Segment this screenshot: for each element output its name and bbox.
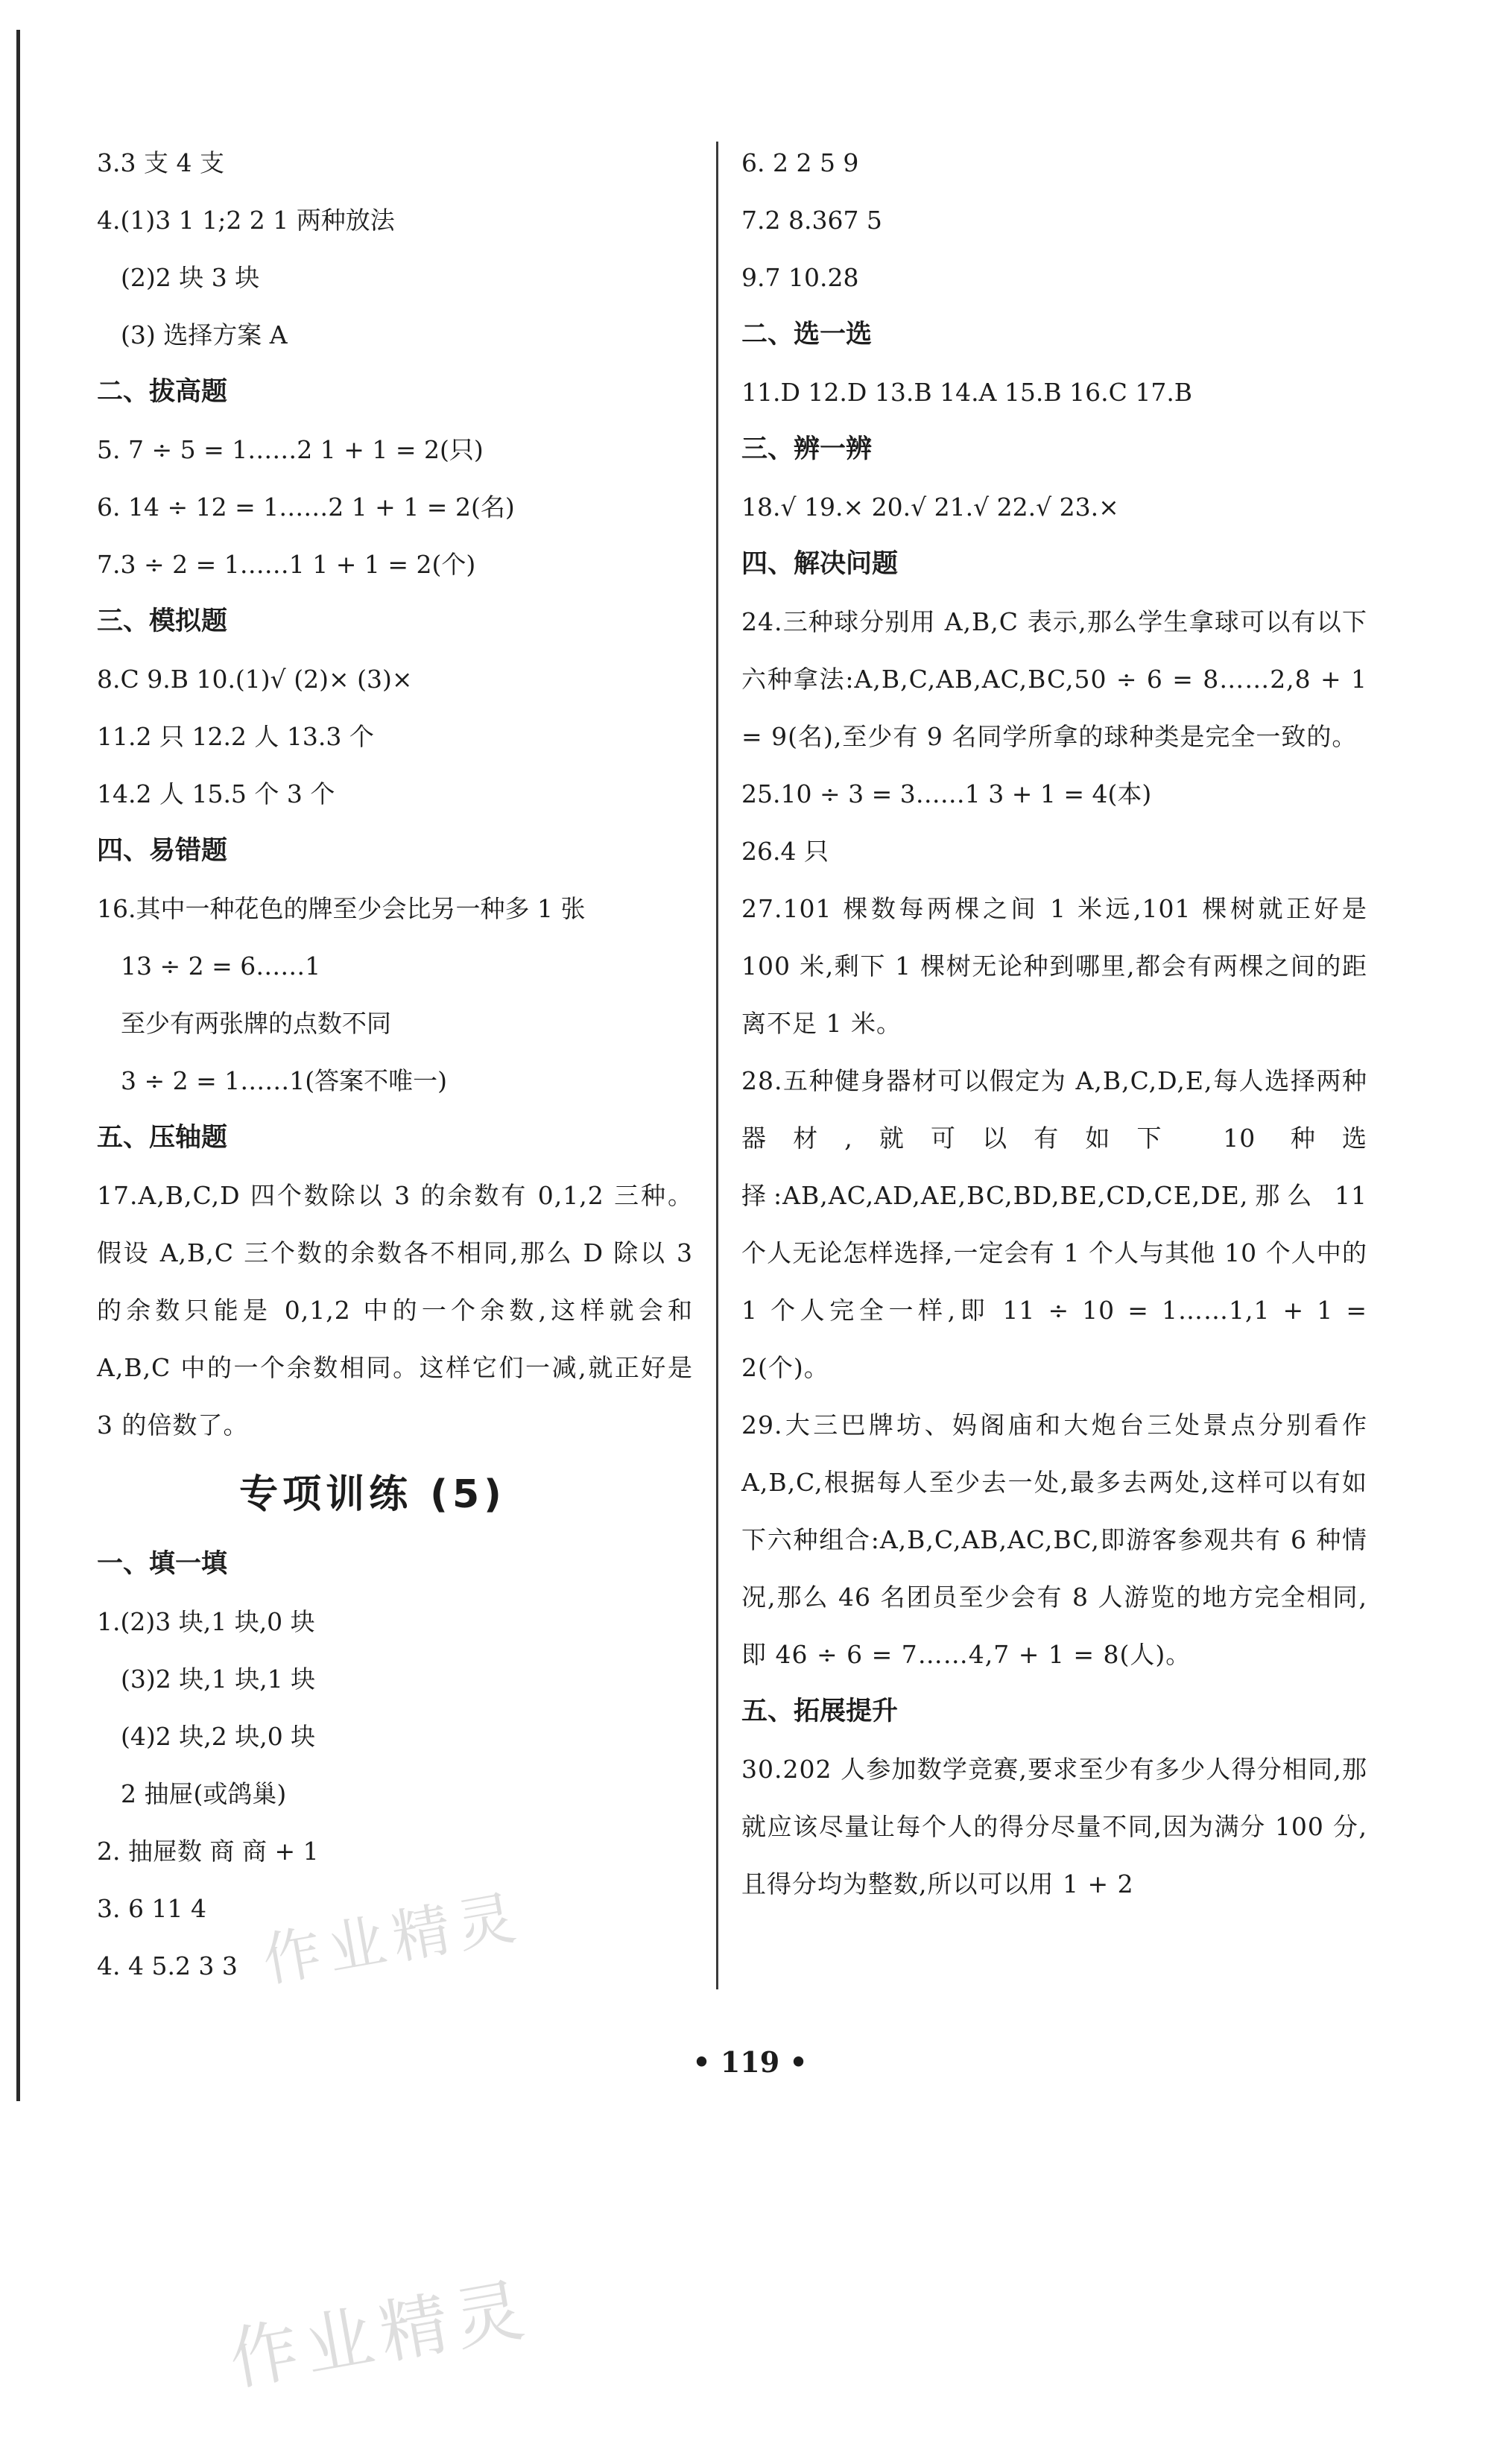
answer-line: 1.(2)3 块,1 块,0 块 — [97, 1607, 315, 1636]
answer-line: 25.10 ÷ 3 = 3……1 3 + 1 = 4(本) — [741, 779, 1152, 808]
answer-paragraph: 28.五种健身器材可以假定为 A,B,C,D,E,每人选择两种器材,就可以有如下 10 种选择:AB,AC,AD,AE,BC,BD,BE,CD,CE,DE,那么 11 个人无论怎样选择,一定会有 1 个人与其他 10 个人中的 1 个人完全一样,即 11 ÷ 10 = 1……1,1 + 1 = 2(个)。 — [741, 1066, 1367, 1382]
watermark: 作业精灵 — [224, 2269, 537, 2401]
answer-line: 7.2 8.367 5 — [741, 206, 882, 235]
answer-line: 11.2 只 12.2 人 13.3 个 — [97, 722, 374, 751]
answer-line: (3)2 块,1 块,1 块 — [121, 1665, 316, 1694]
section-heading: 四、解决问题 — [741, 549, 899, 579]
watermark: 作业精灵 — [258, 1884, 528, 1995]
answer-line: (3) 选择方案 A — [121, 320, 288, 349]
answer-line: 7.3 ÷ 2 = 1……1 1 + 1 = 2(个) — [97, 550, 476, 579]
answer-line: 6. 14 ÷ 12 = 1……2 1 + 1 = 2(名) — [97, 493, 515, 522]
answer-line: 3 ÷ 2 = 1……1(答案不唯一) — [121, 1066, 447, 1095]
section-heading: 四、易错题 — [97, 836, 228, 866]
answer-line: 9.7 10.28 — [741, 263, 859, 292]
answer-paragraph: 24.三种球分别用 A,B,C 表示,那么学生拿球可以有以下六种拿法:A,B,C,AB,AC,BC,50 ÷ 6 = 8……2,8 + 1 = 9(名),至少有 9 名同学所拿的球种类是完全一致的。 — [741, 607, 1367, 751]
answer-line: 13 ÷ 2 = 6……1 — [121, 951, 321, 981]
section-heading: 一、填一填 — [97, 1549, 228, 1579]
answer-line: (2)2 块 3 块 — [121, 263, 260, 292]
answer-paragraph: 17.A,B,C,D 四个数除以 3 的余数有 0,1,2 三种。假设 A,B,C 三个数的余数各不相同,那么 D 除以 3 的余数只能是 0,1,2 中的一个余数,这样就会和 A,B,C 中的一个余数相同。这样它们一减,就正好是 3 的倍数了。 — [97, 1181, 693, 1440]
right-column — [741, 134, 1367, 1913]
answer-paragraph: 30.202 人参加数学竞赛,要求至少有多少人得分相同,那就应该尽量让每个人的得分尽量不同,因为满分 100 分,且得分均为整数,所以可以用 1 + 2 — [741, 1755, 1367, 1898]
scan-edge-line — [16, 30, 20, 2101]
answer-line: 26.4 只 — [741, 837, 829, 866]
page-number: • 119 • — [692, 2045, 808, 2079]
section-heading: 二、拔高题 — [97, 377, 228, 407]
section-title: 专项训练 (5) — [239, 1472, 506, 1517]
answer-paragraph: 27.101 棵数每两棵之间 1 米远,101 棵树就正好是 100 米,剩下 1 棵树无论种到哪里,都会有两棵之间的距离不足 1 米。 — [741, 894, 1367, 1038]
answer-line: 18.√ 19.× 20.√ 21.√ 22.√ 23.× — [741, 493, 1119, 522]
left-column — [97, 134, 693, 1995]
answer-paragraph: 29.大三巴牌坊、妈阁庙和大炮台三处景点分别看作 A,B,C,根据每人至少去一处,最多去两处,这样可以有如下六种组合:A,B,C,AB,AC,BC,即游客参观共有 6 种情况,那么 46 名团员至少会有 8 人游览的地方完全相同,即 46 ÷ 6 = 7……4,7 + 1 = 8(人)。 — [741, 1410, 1367, 1669]
section-heading: 五、压轴题 — [97, 1123, 228, 1153]
answer-line: 11.D 12.D 13.B 14.A 15.B 16.C 17.B — [741, 378, 1193, 407]
answer-line: 2. 抽屉数 商 商 + 1 — [97, 1837, 319, 1866]
answer-line: 8.C 9.B 10.(1)√ (2)× (3)× — [97, 665, 413, 694]
answer-line: 2 抽屉(或鸽巢) — [121, 1779, 287, 1808]
answer-line: 5. 7 ÷ 5 = 1……2 1 + 1 = 2(只) — [97, 435, 484, 464]
column-divider — [716, 142, 718, 1989]
section-heading: 三、模拟题 — [97, 607, 228, 636]
section-heading: 五、拓展提升 — [741, 1697, 899, 1726]
answer-line: 16.其中一种花色的牌至少会比另一种多 1 张 — [97, 894, 586, 923]
answer-line: 3. 6 11 4 — [97, 1894, 206, 1923]
answer-line: 6. 2 2 5 9 — [741, 148, 859, 177]
answer-line: 至少有两张牌的点数不同 — [121, 1009, 391, 1038]
answer-line: 3.3 支 4 支 — [97, 148, 224, 177]
answer-line: 4. 4 5.2 3 3 — [97, 1951, 238, 1980]
answer-line: 14.2 人 15.5 个 3 个 — [97, 779, 335, 808]
answer-line: (4)2 块,2 块,0 块 — [121, 1722, 316, 1751]
section-heading: 二、选一选 — [741, 320, 873, 349]
section-heading: 三、辨一辨 — [741, 434, 873, 464]
answer-line: 4.(1)3 1 1;2 2 1 两种放法 — [97, 206, 395, 235]
